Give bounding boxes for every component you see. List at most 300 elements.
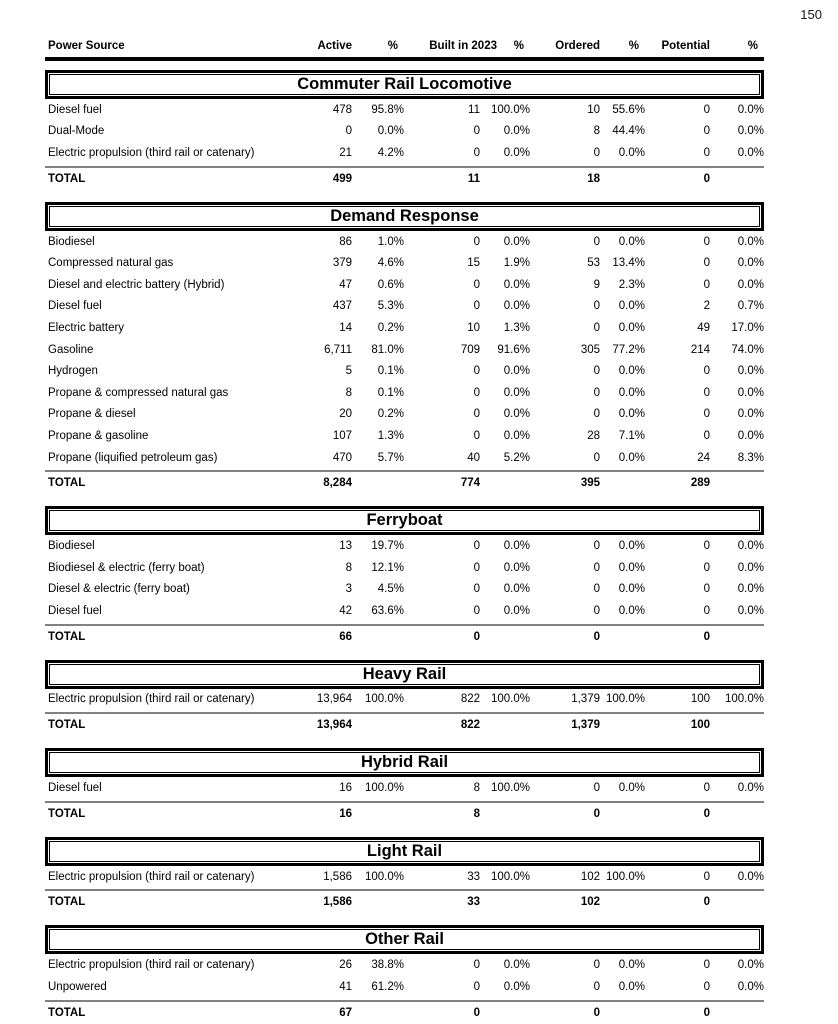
row-value: 10 bbox=[587, 103, 600, 116]
total-row bbox=[45, 889, 764, 913]
total-label: TOTAL bbox=[48, 477, 86, 490]
row-value: 0 bbox=[703, 870, 710, 883]
table-row bbox=[45, 579, 764, 601]
total-value: 8,284 bbox=[323, 477, 352, 490]
section-header-box bbox=[45, 925, 764, 954]
row-value: 0.0% bbox=[503, 386, 530, 399]
table-row bbox=[45, 976, 764, 998]
row-value: 0.0% bbox=[618, 146, 645, 159]
row-value: 7.1% bbox=[618, 429, 645, 442]
row-value: 0.1% bbox=[377, 386, 404, 399]
row-value: 0 bbox=[473, 429, 480, 442]
row-value: 1.0% bbox=[377, 235, 404, 248]
total-value: 100 bbox=[690, 719, 710, 732]
row-value: 0.2% bbox=[377, 408, 404, 421]
row-value: 102 bbox=[580, 870, 600, 883]
row-value: 6,711 bbox=[324, 343, 352, 356]
total-label: TOTAL bbox=[48, 807, 86, 820]
table-row bbox=[45, 777, 764, 799]
row-value: 0.0% bbox=[618, 782, 645, 795]
table-row bbox=[45, 382, 764, 404]
row-value: 0.0% bbox=[737, 235, 764, 248]
table-row bbox=[45, 360, 764, 382]
row-value: 1,586 bbox=[323, 870, 352, 883]
row-label: Diesel fuel bbox=[48, 782, 102, 795]
total-label: TOTAL bbox=[48, 896, 86, 909]
report-table bbox=[45, 0, 764, 1024]
row-value: 0.0% bbox=[737, 540, 764, 553]
row-value: 40 bbox=[467, 451, 480, 464]
row-value: 0 bbox=[593, 980, 600, 993]
row-value: 0 bbox=[473, 365, 480, 378]
section bbox=[45, 660, 764, 737]
row-value: 0.0% bbox=[618, 386, 645, 399]
row-value: 42 bbox=[339, 604, 352, 617]
row-label: Electric propulsion (third rail or catenary) bbox=[48, 146, 255, 159]
total-label: TOTAL bbox=[48, 630, 86, 643]
table-row bbox=[45, 121, 764, 143]
row-value: 0 bbox=[703, 604, 710, 617]
row-label: Compressed natural gas bbox=[48, 257, 174, 270]
row-value: 1,379 bbox=[571, 693, 600, 706]
row-value: 4.2% bbox=[377, 146, 404, 159]
row-value: 0 bbox=[593, 365, 600, 378]
row-label: Electric propulsion (third rail or catenary) bbox=[48, 959, 255, 972]
table-row bbox=[45, 425, 764, 447]
total-value: 289 bbox=[690, 477, 710, 490]
table-row bbox=[45, 866, 764, 888]
row-value: 0 bbox=[703, 365, 710, 378]
total-value: 0 bbox=[703, 630, 710, 643]
row-value: 0 bbox=[593, 561, 600, 574]
row-value: 0.0% bbox=[503, 235, 530, 248]
column-header-potential: Potential bbox=[661, 40, 710, 52]
row-value: 0.0% bbox=[618, 604, 645, 617]
row-value: 0 bbox=[473, 386, 480, 399]
row-value: 28 bbox=[587, 429, 600, 442]
table-row bbox=[45, 99, 764, 121]
row-value: 1.3% bbox=[503, 321, 530, 334]
row-label: Electric battery bbox=[48, 321, 125, 334]
row-value: 478 bbox=[332, 103, 352, 116]
row-value: 709 bbox=[460, 343, 480, 356]
row-value: 86 bbox=[339, 235, 352, 248]
row-value: 0 bbox=[593, 321, 600, 334]
total-value: 67 bbox=[339, 1006, 352, 1019]
row-value: 0.0% bbox=[737, 561, 764, 574]
row-value: 5.7% bbox=[377, 451, 404, 464]
row-value: 55.6% bbox=[612, 103, 645, 116]
row-value: 0 bbox=[703, 561, 710, 574]
row-value: 437 bbox=[332, 300, 352, 313]
section-header-box bbox=[45, 748, 764, 777]
row-label: Biodiesel bbox=[48, 540, 95, 553]
row-label: Electric propulsion (third rail or catenary) bbox=[48, 870, 255, 883]
row-label: Unpowered bbox=[48, 980, 107, 993]
row-value: 0.6% bbox=[377, 278, 404, 291]
table-row bbox=[45, 600, 764, 622]
row-value: 0 bbox=[593, 146, 600, 159]
column-header-ordered-pct: % bbox=[628, 40, 639, 52]
row-value: 100.0% bbox=[605, 870, 645, 883]
row-label: Propane & gasoline bbox=[48, 429, 149, 442]
row-value: 0.0% bbox=[503, 300, 530, 313]
row-value: 8 bbox=[473, 782, 480, 795]
total-value: 0 bbox=[593, 1006, 600, 1019]
row-value: 0.0% bbox=[503, 429, 530, 442]
row-value: 61.2% bbox=[371, 980, 404, 993]
section-header-box bbox=[45, 202, 764, 231]
row-value: 0.0% bbox=[503, 583, 530, 596]
total-value: 13,964 bbox=[316, 719, 352, 732]
page-number: 150 bbox=[800, 7, 822, 22]
row-value: 0 bbox=[473, 278, 480, 291]
table-row bbox=[45, 296, 764, 318]
row-value: 470 bbox=[332, 451, 352, 464]
section bbox=[45, 748, 764, 825]
row-value: 9 bbox=[593, 278, 600, 291]
row-value: 0.0% bbox=[618, 365, 645, 378]
row-value: 0 bbox=[703, 146, 710, 159]
section-header-box bbox=[45, 70, 764, 99]
section-title: Hybrid Rail bbox=[49, 752, 760, 773]
row-value: 0.0% bbox=[503, 959, 530, 972]
row-value: 0 bbox=[703, 959, 710, 972]
section bbox=[45, 202, 764, 495]
row-value: 2 bbox=[703, 300, 710, 313]
row-value: 100.0% bbox=[605, 693, 645, 706]
total-value: 66 bbox=[339, 630, 352, 643]
table-row bbox=[45, 252, 764, 274]
total-value: 822 bbox=[460, 719, 480, 732]
table-row bbox=[45, 557, 764, 579]
total-label: TOTAL bbox=[48, 719, 86, 732]
row-value: 4.6% bbox=[377, 257, 404, 270]
row-value: 0 bbox=[703, 583, 710, 596]
row-value: 0 bbox=[473, 604, 480, 617]
row-value: 100.0% bbox=[724, 693, 764, 706]
row-value: 8.3% bbox=[737, 451, 764, 464]
row-value: 0.0% bbox=[737, 257, 764, 270]
row-value: 0 bbox=[593, 300, 600, 313]
column-header-active-pct: % bbox=[387, 40, 398, 52]
row-value: 0 bbox=[703, 103, 710, 116]
total-value: 18 bbox=[587, 172, 600, 185]
section bbox=[45, 70, 764, 190]
section-title: Commuter Rail Locomotive bbox=[49, 74, 760, 95]
row-value: 14 bbox=[339, 321, 352, 334]
table-row bbox=[45, 447, 764, 469]
row-value: 3 bbox=[345, 583, 352, 596]
total-row bbox=[45, 1000, 764, 1024]
row-value: 0 bbox=[703, 235, 710, 248]
row-value: 0 bbox=[473, 300, 480, 313]
row-value: 0.0% bbox=[618, 959, 645, 972]
table-row bbox=[45, 231, 764, 253]
total-row bbox=[45, 166, 764, 190]
row-value: 0.0% bbox=[618, 583, 645, 596]
row-value: 0.2% bbox=[377, 321, 404, 334]
sections bbox=[45, 70, 764, 1024]
table-row bbox=[45, 535, 764, 557]
row-value: 0 bbox=[473, 980, 480, 993]
total-value: 1,379 bbox=[571, 719, 600, 732]
row-label: Biodiesel bbox=[48, 235, 95, 248]
table-row bbox=[45, 274, 764, 296]
section-header-box bbox=[45, 506, 764, 535]
row-value: 100.0% bbox=[490, 870, 530, 883]
section bbox=[45, 925, 764, 1023]
row-value: 100.0% bbox=[364, 693, 404, 706]
row-value: 0.0% bbox=[618, 235, 645, 248]
section-title: Light Rail bbox=[49, 841, 760, 862]
row-value: 2.3% bbox=[618, 278, 645, 291]
row-value: 0 bbox=[703, 257, 710, 270]
row-value: 33 bbox=[467, 870, 480, 883]
row-value: 0.0% bbox=[737, 408, 764, 421]
row-value: 0.0% bbox=[503, 540, 530, 553]
row-value: 0.0% bbox=[737, 980, 764, 993]
row-value: 0 bbox=[345, 125, 352, 138]
section-header-box bbox=[45, 660, 764, 689]
row-value: 19.7% bbox=[371, 540, 404, 553]
row-value: 0 bbox=[703, 408, 710, 421]
row-value: 21 bbox=[339, 146, 352, 159]
row-value: 24 bbox=[697, 451, 710, 464]
row-value: 0.0% bbox=[618, 561, 645, 574]
total-row bbox=[45, 470, 764, 494]
row-value: 0.0% bbox=[737, 146, 764, 159]
row-value: 0 bbox=[473, 540, 480, 553]
row-value: 0.0% bbox=[737, 125, 764, 138]
column-header-active: Active bbox=[317, 40, 352, 52]
table-row bbox=[45, 142, 764, 164]
row-value: 41 bbox=[339, 980, 352, 993]
row-value: 0 bbox=[593, 386, 600, 399]
section-title: Heavy Rail bbox=[49, 664, 760, 685]
row-value: 26 bbox=[339, 959, 352, 972]
row-value: 0.0% bbox=[377, 125, 404, 138]
row-value: 100.0% bbox=[490, 782, 530, 795]
row-label: Propane & compressed natural gas bbox=[48, 386, 229, 399]
row-value: 0 bbox=[473, 125, 480, 138]
total-value: 0 bbox=[473, 1006, 480, 1019]
row-value: 63.6% bbox=[371, 604, 404, 617]
row-value: 0 bbox=[593, 959, 600, 972]
total-value: 8 bbox=[473, 807, 480, 820]
row-value: 5.3% bbox=[377, 300, 404, 313]
total-value: 0 bbox=[593, 630, 600, 643]
row-value: 44.4% bbox=[612, 125, 645, 138]
row-label: Hydrogen bbox=[48, 365, 98, 378]
row-value: 12.1% bbox=[371, 561, 404, 574]
row-value: 0.0% bbox=[737, 604, 764, 617]
row-value: 100.0% bbox=[490, 693, 530, 706]
row-value: 0 bbox=[473, 561, 480, 574]
row-value: 305 bbox=[580, 343, 600, 356]
row-value: 0.0% bbox=[737, 583, 764, 596]
row-value: 11 bbox=[468, 103, 480, 116]
row-value: 0.0% bbox=[737, 386, 764, 399]
row-value: 0 bbox=[593, 451, 600, 464]
row-value: 53 bbox=[587, 257, 600, 270]
row-value: 13.4% bbox=[612, 257, 645, 270]
row-value: 0.1% bbox=[377, 365, 404, 378]
row-value: 0 bbox=[593, 583, 600, 596]
row-value: 0.0% bbox=[503, 980, 530, 993]
total-value: 0 bbox=[703, 172, 710, 185]
row-label: Diesel fuel bbox=[48, 604, 102, 617]
column-header-power-source: Power Source bbox=[48, 40, 125, 52]
row-value: 0.0% bbox=[737, 278, 764, 291]
total-value: 0 bbox=[593, 807, 600, 820]
row-value: 0.0% bbox=[737, 870, 764, 883]
row-value: 8 bbox=[345, 386, 352, 399]
row-value: 0 bbox=[593, 408, 600, 421]
row-label: Diesel and electric battery (Hybrid) bbox=[48, 278, 225, 291]
row-value: 49 bbox=[697, 321, 710, 334]
column-header-built-2023: Built in 2023 bbox=[429, 40, 497, 52]
row-value: 0 bbox=[703, 125, 710, 138]
row-value: 0 bbox=[593, 235, 600, 248]
row-value: 1.9% bbox=[503, 257, 530, 270]
row-label: Propane & diesel bbox=[48, 408, 136, 421]
total-value: 0 bbox=[703, 1006, 710, 1019]
row-value: 0 bbox=[703, 278, 710, 291]
total-label: TOTAL bbox=[48, 172, 86, 185]
total-value: 33 bbox=[467, 896, 480, 909]
table-row bbox=[45, 954, 764, 976]
row-value: 8 bbox=[593, 125, 600, 138]
row-value: 10 bbox=[467, 321, 480, 334]
header-rule bbox=[45, 57, 764, 61]
section-title: Ferryboat bbox=[49, 510, 760, 531]
row-value: 100 bbox=[690, 693, 710, 706]
column-header-row bbox=[45, 36, 764, 52]
row-value: 0.0% bbox=[503, 365, 530, 378]
row-value: 0.0% bbox=[503, 604, 530, 617]
section bbox=[45, 837, 764, 914]
row-value: 100.0% bbox=[364, 782, 404, 795]
section-title: Demand Response bbox=[49, 206, 760, 227]
row-label: Propane (liquified petroleum gas) bbox=[48, 451, 218, 464]
row-value: 8 bbox=[345, 561, 352, 574]
total-value: 102 bbox=[580, 896, 600, 909]
row-value: 91.6% bbox=[497, 343, 530, 356]
total-row bbox=[45, 801, 764, 825]
total-row bbox=[45, 624, 764, 648]
total-value: 499 bbox=[332, 172, 352, 185]
row-value: 822 bbox=[460, 693, 480, 706]
total-value: 11 bbox=[467, 172, 480, 185]
row-value: 20 bbox=[339, 408, 352, 421]
total-value: 395 bbox=[580, 477, 600, 490]
row-value: 0 bbox=[703, 980, 710, 993]
row-value: 107 bbox=[332, 429, 352, 442]
row-label: Electric propulsion (third rail or catenary) bbox=[48, 693, 255, 706]
row-value: 1.3% bbox=[377, 429, 404, 442]
total-label: TOTAL bbox=[48, 1006, 86, 1019]
row-label: Dual-Mode bbox=[48, 125, 105, 138]
row-value: 0.0% bbox=[618, 540, 645, 553]
row-value: 5.2% bbox=[503, 451, 530, 464]
row-value: 0.0% bbox=[737, 365, 764, 378]
row-value: 15 bbox=[467, 257, 480, 270]
row-value: 379 bbox=[332, 257, 352, 270]
row-value: 13,964 bbox=[316, 693, 352, 706]
row-label: Gasoline bbox=[48, 343, 94, 356]
row-value: 0.0% bbox=[503, 146, 530, 159]
row-value: 0 bbox=[473, 959, 480, 972]
row-value: 0.0% bbox=[618, 980, 645, 993]
row-value: 0.0% bbox=[737, 782, 764, 795]
column-header-potential-pct: % bbox=[747, 40, 758, 52]
row-value: 0.0% bbox=[737, 429, 764, 442]
row-value: 0 bbox=[473, 146, 480, 159]
total-value: 1,586 bbox=[323, 896, 352, 909]
row-value: 0.0% bbox=[503, 125, 530, 138]
row-value: 214 bbox=[690, 343, 710, 356]
table-row bbox=[45, 689, 764, 711]
row-value: 0 bbox=[703, 386, 710, 399]
row-value: 0.0% bbox=[618, 408, 645, 421]
row-value: 0 bbox=[703, 782, 710, 795]
row-value: 0.0% bbox=[737, 103, 764, 116]
table-row bbox=[45, 339, 764, 361]
row-value: 0.0% bbox=[737, 959, 764, 972]
section-header-box bbox=[45, 837, 764, 866]
row-value: 0 bbox=[473, 408, 480, 421]
section bbox=[45, 506, 764, 647]
row-value: 77.2% bbox=[612, 343, 645, 356]
row-value: 0 bbox=[593, 604, 600, 617]
row-value: 0 bbox=[703, 540, 710, 553]
row-value: 0.0% bbox=[618, 451, 645, 464]
row-value: 17.0% bbox=[731, 321, 764, 334]
row-label: Diesel fuel bbox=[48, 300, 102, 313]
section-title: Other Rail bbox=[49, 929, 760, 950]
row-value: 0.0% bbox=[503, 408, 530, 421]
total-value: 0 bbox=[703, 807, 710, 820]
row-value: 47 bbox=[339, 278, 352, 291]
row-value: 0.0% bbox=[618, 321, 645, 334]
row-value: 4.5% bbox=[377, 583, 404, 596]
row-value: 0 bbox=[473, 235, 480, 248]
row-value: 0 bbox=[593, 540, 600, 553]
row-value: 5 bbox=[345, 365, 352, 378]
total-value: 16 bbox=[339, 807, 352, 820]
row-value: 0.0% bbox=[503, 561, 530, 574]
column-header-ordered: Ordered bbox=[555, 40, 600, 52]
total-value: 0 bbox=[473, 630, 480, 643]
row-value: 100.0% bbox=[364, 870, 404, 883]
row-value: 38.8% bbox=[371, 959, 404, 972]
row-value: 0 bbox=[593, 782, 600, 795]
row-value: 13 bbox=[339, 540, 352, 553]
row-value: 100.0% bbox=[490, 103, 530, 116]
row-label: Diesel & electric (ferry boat) bbox=[48, 583, 190, 596]
table-row bbox=[45, 317, 764, 339]
row-value: 81.0% bbox=[371, 343, 404, 356]
row-value: 0.0% bbox=[618, 300, 645, 313]
total-value: 774 bbox=[460, 477, 480, 490]
column-header-built-pct: % bbox=[513, 40, 524, 52]
table-row bbox=[45, 404, 764, 426]
row-label: Diesel fuel bbox=[48, 103, 102, 116]
row-value: 16 bbox=[339, 782, 352, 795]
total-value: 0 bbox=[703, 896, 710, 909]
total-row bbox=[45, 712, 764, 736]
